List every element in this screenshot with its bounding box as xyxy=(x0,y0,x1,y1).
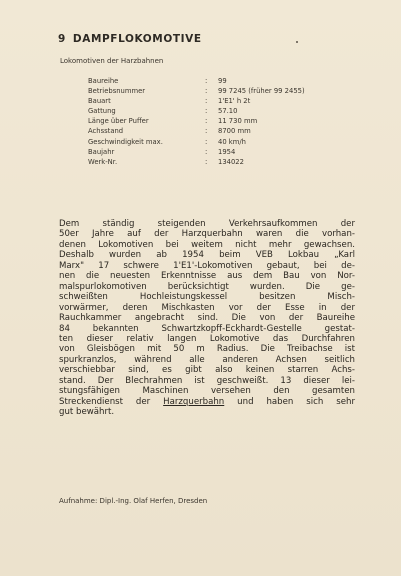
spec-value: 11 730 mm xyxy=(218,117,258,126)
underlined-term: Harzquerbahn xyxy=(163,396,225,407)
spec-separator: : xyxy=(205,147,208,156)
text-line xyxy=(59,397,355,407)
card-title: DAMPFLOKOMOTIVE xyxy=(72,33,202,45)
text-line: Marx" 17 schwere 1'E1'-Lokomotiven gebaut, bei de- xyxy=(59,260,355,271)
text-line: nen die neuesten Erkenntnisse aus dem Bau von Nor- xyxy=(59,271,355,282)
text-line: stand. Der Blechrahmen ist geschweißt. 13 dieser lei- xyxy=(59,375,355,386)
text-line: verschiebbar sind, es gibt also keinen starren Achs- xyxy=(59,365,355,376)
spec-label: Werk-Nr. xyxy=(88,157,118,166)
text-line: 84 bekannten Schwartzkopff-Eckhardt-Gestelle gestat- xyxy=(59,323,355,334)
text-line: Rauchkammer angebracht sind. Die von der Baureihe xyxy=(59,313,355,324)
spec-separator: : xyxy=(205,117,208,126)
text-line: ten dieser relativ langen Lokomotive das Durchfahren xyxy=(59,333,355,344)
spec-value: 8700 mm xyxy=(218,127,251,136)
page-title xyxy=(58,33,202,45)
card-number: 9 xyxy=(58,33,66,45)
spec-value: 40 km/h xyxy=(218,137,246,146)
spec-label: Betriebsnummer xyxy=(88,87,146,96)
spec-label: Bauart xyxy=(88,97,111,106)
spec-separator: : xyxy=(205,157,208,166)
text-line: von Gleisbögen mit 50 m Radius. Die Treibachse ist xyxy=(59,344,355,355)
spec-label: Achsstand xyxy=(88,127,124,136)
spec-value: 134022 xyxy=(218,157,244,166)
spec-separator: : xyxy=(205,107,208,116)
spec-label: Baujahr xyxy=(88,147,115,156)
spec-label: Geschwindigkeit max. xyxy=(88,137,163,146)
spec-label: Gattung xyxy=(88,107,116,116)
spec-value: 1'E1' h 2t xyxy=(218,97,251,106)
spec-separator: : xyxy=(205,137,208,146)
spec-value: 1954 xyxy=(218,147,236,156)
text-line: spurkranzlos, während alle anderen Achsen seitlich xyxy=(59,354,355,365)
spec-separator: : xyxy=(205,97,208,106)
text-line: malspurlokomotiven berücksichtigt wurden. Die ge- xyxy=(59,281,355,292)
text-line: 50er Jahre auf der Harzquerbahn waren die vorhan- xyxy=(59,229,355,240)
spec-value: 99 7245 (früher 99 2455) xyxy=(218,87,305,96)
spec-separator: : xyxy=(205,127,208,136)
text-line: stungsfähigen Maschinen versehen den gesamten xyxy=(59,386,355,397)
text-line: vorwärmer, deren Mischkasten vor der Esse in der xyxy=(59,302,355,313)
spec-label: Baureihe xyxy=(88,77,119,85)
description-text xyxy=(59,219,355,418)
text-segment: Streckendienst der xyxy=(59,396,164,407)
subtitle: Lokomotiven der Harzbahnen xyxy=(60,57,164,65)
spec-separator: : xyxy=(205,77,208,85)
spec-value: 57.10 xyxy=(218,107,238,116)
text-line: Deshalb wurden ab 1954 beim VEB Lokbau „Karl xyxy=(59,250,355,261)
text-segment: und haben sich sehr xyxy=(224,396,355,407)
text-line: schweißten Hochleistungskessel besitzen Misch- xyxy=(59,292,355,303)
spec-value: 99 xyxy=(218,77,227,85)
spec-separator: : xyxy=(205,87,208,96)
photo-credit: Aufnahme: Dipl.-Ing. Olaf Herfen, Dresden xyxy=(59,497,208,505)
text-line: Dem ständig steigenden Verkehrsaufkommen der xyxy=(59,219,355,229)
print-dot xyxy=(296,41,298,43)
text-line: denen Lokomotiven bei weitem nicht mehr gewachsen. xyxy=(59,239,355,250)
text-line: gut bewährt. xyxy=(59,407,115,418)
spec-label: Länge über Puffer xyxy=(88,117,149,126)
